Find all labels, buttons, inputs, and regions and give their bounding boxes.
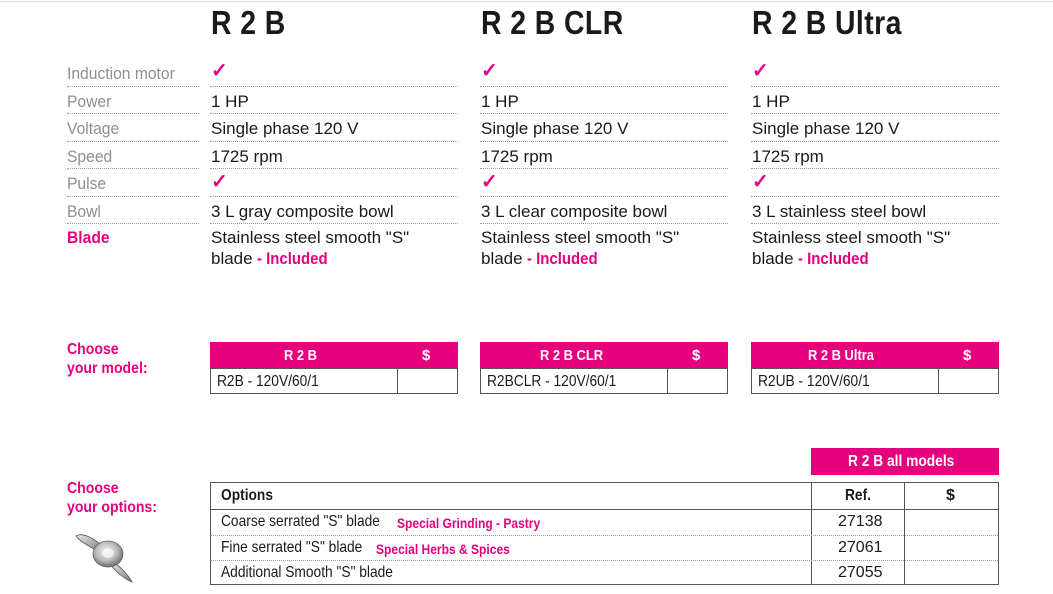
row-divider	[210, 223, 458, 224]
price-header: $	[692, 347, 701, 364]
s-blade-icon	[72, 520, 138, 586]
voltage-value: Single phase 120 V	[752, 119, 900, 138]
order-header-r2bclr	[480, 342, 728, 368]
model-title-r2bultra: R 2 B Ultra	[752, 4, 902, 41]
option-price-cell[interactable]	[905, 561, 998, 584]
option-name: Coarse serrated "S" blade	[221, 513, 380, 530]
order-header-r2bultra	[751, 342, 999, 368]
blade-line1: Stainless steel smooth "S"	[211, 228, 410, 247]
check-icon: ✓	[752, 171, 769, 193]
blade-line1: Stainless steel smooth "S"	[481, 228, 680, 247]
price-col-header: $	[946, 487, 955, 504]
label-induction-motor: Induction motor	[67, 64, 175, 83]
row-divider	[210, 86, 458, 87]
model-title-r2b: R 2 B	[211, 4, 286, 41]
power-value: 1 HP	[752, 92, 790, 111]
option-ref: 27061	[838, 539, 883, 556]
col-divider	[811, 482, 812, 585]
order-row-r2bclr	[480, 368, 728, 394]
choose-options-heading	[67, 479, 157, 517]
order-ref: R2B - 120V/60/1	[217, 373, 319, 390]
row-divider	[751, 223, 999, 224]
row-divider	[210, 141, 458, 142]
check-icon: ✓	[752, 60, 769, 82]
option-note	[397, 515, 564, 531]
row-divider	[210, 196, 458, 197]
table-row	[221, 513, 406, 531]
options-col-header	[221, 487, 281, 505]
included-note: - Included	[798, 249, 869, 268]
power-value: 1 HP	[211, 92, 249, 111]
label-divider	[67, 141, 199, 142]
label-divider	[67, 86, 199, 87]
option-ref: 27138	[838, 513, 883, 530]
check-icon: ✓	[211, 60, 228, 82]
row-divider	[480, 113, 728, 114]
label-divider	[67, 113, 199, 114]
ref-col-header	[845, 487, 875, 505]
voltage-value: Single phase 120 V	[481, 119, 629, 138]
row-divider	[480, 141, 728, 142]
label-divider	[67, 168, 199, 169]
order-ref: R2BCLR - 120V/60/1	[487, 373, 617, 390]
speed-value: 1725 rpm	[211, 147, 283, 166]
choose-model-line2: your model:	[67, 360, 148, 377]
table-row	[221, 539, 385, 557]
choose-options-line2: your options:	[67, 499, 157, 516]
price-header: $	[422, 347, 431, 364]
row-divider	[480, 223, 728, 224]
order-row-r2b	[210, 368, 458, 394]
option-name: Fine serrated "S" blade	[221, 539, 363, 556]
options-col-label: Options	[221, 487, 273, 504]
order-ref: R2UB - 120V/60/1	[758, 373, 870, 390]
row-divider	[751, 196, 999, 197]
bowl-value: 3 L clear composite bowl	[481, 202, 668, 221]
blade-line2: blade	[481, 249, 523, 268]
choose-model-heading	[67, 340, 148, 378]
label-divider	[67, 196, 199, 197]
top-rule	[0, 1, 1053, 2]
price-header: $	[963, 347, 972, 364]
order-header-label: R 2 B Ultra	[808, 347, 874, 364]
row-divider	[211, 560, 998, 561]
row-divider	[751, 168, 999, 169]
choose-options-line1: Choose	[67, 480, 119, 497]
voltage-value: Single phase 120 V	[211, 119, 359, 138]
order-header-r2b	[210, 342, 458, 368]
bowl-value: 3 L gray composite bowl	[211, 202, 394, 221]
blade-value	[752, 227, 950, 269]
label-power: Power	[67, 92, 112, 111]
check-icon: ✓	[211, 171, 228, 193]
table-row	[221, 564, 421, 582]
order-header-label: R 2 B CLR	[540, 347, 604, 364]
speed-value: 1725 rpm	[752, 147, 824, 166]
option-name: Additional Smooth "S" blade	[221, 564, 393, 581]
blade-value	[211, 227, 409, 269]
label-blade: Blade	[67, 228, 110, 247]
blade-line2: blade	[211, 249, 253, 268]
blade-value	[481, 227, 679, 269]
included-note: - Included	[257, 249, 328, 268]
included-note: - Included	[527, 249, 598, 268]
check-icon: ✓	[481, 60, 498, 82]
label-voltage: Voltage	[67, 119, 120, 138]
power-value: 1 HP	[481, 92, 519, 111]
label-speed: Speed	[67, 147, 113, 166]
row-divider	[210, 113, 458, 114]
blade-line1: Stainless steel smooth "S"	[752, 228, 951, 247]
bowl-value: 3 L stainless steel bowl	[752, 202, 927, 221]
price-input-cell[interactable]	[398, 369, 457, 393]
row-divider	[751, 86, 999, 87]
option-note-text: Special Herbs & Spices	[376, 541, 510, 557]
label-pulse: Pulse	[67, 174, 107, 193]
model-title-r2bclr: R 2 B CLR	[481, 4, 624, 41]
row-divider	[210, 168, 458, 169]
option-price-cell[interactable]	[905, 536, 998, 560]
speed-value: 1725 rpm	[481, 147, 553, 166]
label-divider	[67, 223, 199, 224]
options-group-label: R 2 B all models	[848, 453, 955, 470]
row-divider	[751, 113, 999, 114]
ref-col-label: Ref.	[845, 487, 872, 504]
label-bowl: Bowl	[67, 202, 101, 221]
header-divider	[210, 509, 999, 510]
options-group-header	[811, 448, 999, 475]
row-divider	[480, 196, 728, 197]
price-input-cell[interactable]	[668, 369, 727, 393]
option-price-cell[interactable]	[905, 510, 998, 534]
row-divider	[211, 535, 998, 536]
row-divider	[751, 141, 999, 142]
row-divider	[480, 86, 728, 87]
order-row-r2bultra	[751, 368, 999, 394]
option-note	[376, 541, 532, 557]
option-note-text: Special Grinding - Pastry	[397, 515, 541, 531]
price-input-cell[interactable]	[939, 369, 998, 393]
option-ref: 27055	[838, 564, 883, 581]
row-divider	[480, 168, 728, 169]
check-icon: ✓	[481, 171, 498, 193]
blade-line2: blade	[752, 249, 794, 268]
choose-model-line1: Choose	[67, 341, 119, 358]
order-header-label: R 2 B	[284, 347, 317, 364]
